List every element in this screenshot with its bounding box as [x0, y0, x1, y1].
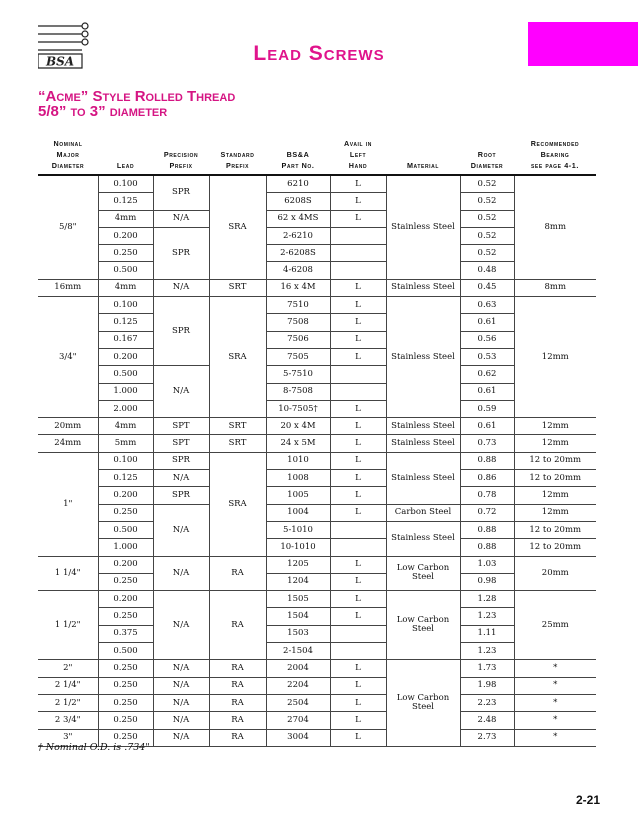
standard-cell: SRA [209, 452, 266, 556]
root-diameter-cell: 0.88 [460, 452, 514, 469]
part-number-cell: 2004 [266, 660, 330, 677]
table-row [38, 418, 596, 435]
nominal-cell: 2 3/4" [38, 712, 98, 729]
root-diameter-cell: 1.23 [460, 608, 514, 625]
table-row [38, 521, 596, 538]
precision-cell: N/A [153, 210, 209, 227]
standard-cell: SRT [209, 279, 266, 296]
left-hand-cell [330, 643, 386, 660]
lead-cell: 0.250 [98, 712, 153, 729]
section-subtitle [38, 89, 235, 119]
lead-cell: 1.000 [98, 539, 153, 556]
lead-cell: 0.250 [98, 694, 153, 711]
left-hand-cell: L [330, 694, 386, 711]
bearing-cell: 25mm [514, 591, 596, 660]
table-row [38, 677, 596, 694]
table-row [38, 487, 596, 504]
precision-cell: SPR [153, 452, 209, 469]
part-number-cell: 7508 [266, 314, 330, 331]
part-number-cell: 2-6210 [266, 227, 330, 244]
table-row [38, 262, 596, 279]
root-diameter-cell: 0.48 [460, 262, 514, 279]
root-diameter-cell: 0.45 [460, 279, 514, 296]
lead-cell: 0.250 [98, 573, 153, 590]
left-hand-cell [330, 245, 386, 262]
col-recommended-bearing: Recommended Bearing see page 4-1. [514, 138, 596, 175]
material-cell: Low Carbon Steel [386, 660, 460, 746]
left-hand-cell: L [330, 729, 386, 746]
material-cell: Stainless Steel [386, 521, 460, 556]
precision-cell: SPR [153, 297, 209, 366]
lead-cell: 0.250 [98, 608, 153, 625]
table-row [38, 556, 596, 573]
table-row [38, 331, 596, 348]
left-hand-cell: L [330, 487, 386, 504]
table-row [38, 694, 596, 711]
precision-cell: SPT [153, 418, 209, 435]
part-number-cell: 1010 [266, 452, 330, 469]
material-cell: Low Carbon Steel [386, 591, 460, 660]
precision-cell: SPR [153, 175, 209, 210]
lead-cell: 0.250 [98, 677, 153, 694]
bearing-cell: 12 to 20mm [514, 539, 596, 556]
lead-cell: 5mm [98, 435, 153, 452]
standard-cell: RA [209, 556, 266, 591]
part-number-cell: 7510 [266, 297, 330, 314]
root-diameter-cell: 1.23 [460, 643, 514, 660]
left-hand-cell: L [330, 331, 386, 348]
lead-cell: 2.000 [98, 400, 153, 417]
section-tab [528, 22, 638, 66]
part-number-cell: 6208S [266, 193, 330, 210]
part-number-cell: 1503 [266, 625, 330, 642]
part-number-cell: 8-7508 [266, 383, 330, 400]
material-cell: Stainless Steel [386, 418, 460, 435]
table-row [38, 470, 596, 487]
precision-cell: N/A [153, 366, 209, 418]
bearing-cell: 12 to 20mm [514, 521, 596, 538]
table-row [38, 227, 596, 244]
nominal-cell: 1 1/2" [38, 591, 98, 660]
root-diameter-cell: 0.86 [460, 470, 514, 487]
table-body [38, 175, 596, 746]
material-cell: Carbon Steel [386, 504, 460, 521]
table-row [38, 314, 596, 331]
col-left-hand: Avail in Left Hand [330, 138, 386, 175]
part-number-cell: 10-1010 [266, 539, 330, 556]
standard-cell: RA [209, 591, 266, 660]
lead-cell: 4mm [98, 418, 153, 435]
nominal-cell: 1" [38, 452, 98, 556]
part-number-cell: 1505 [266, 591, 330, 608]
table-row [38, 660, 596, 677]
part-number-cell: 7505 [266, 348, 330, 365]
lead-cell: 4mm [98, 210, 153, 227]
table-row [38, 297, 596, 314]
lead-cell: 0.500 [98, 521, 153, 538]
standard-cell: RA [209, 712, 266, 729]
precision-cell: N/A [153, 504, 209, 556]
part-number-cell: 62 x 4MS [266, 210, 330, 227]
left-hand-cell [330, 539, 386, 556]
lead-cell: 0.375 [98, 625, 153, 642]
root-diameter-cell: 0.61 [460, 314, 514, 331]
root-diameter-cell: 0.62 [460, 366, 514, 383]
left-hand-cell: L [330, 175, 386, 193]
bearing-cell: 8mm [514, 279, 596, 296]
table-row [38, 435, 596, 452]
lead-cell: 1.000 [98, 383, 153, 400]
table-row [38, 210, 596, 227]
table-row [38, 591, 596, 608]
root-diameter-cell: 0.52 [460, 245, 514, 262]
left-hand-cell: L [330, 314, 386, 331]
standard-cell: SRT [209, 435, 266, 452]
standard-cell: SRA [209, 297, 266, 418]
precision-cell: N/A [153, 729, 209, 746]
root-diameter-cell: 0.63 [460, 297, 514, 314]
left-hand-cell: L [330, 573, 386, 590]
bearing-cell: 12mm [514, 487, 596, 504]
lead-cell: 0.100 [98, 175, 153, 193]
lead-cell: 0.200 [98, 227, 153, 244]
left-hand-cell: L [330, 556, 386, 573]
part-number-cell: 2704 [266, 712, 330, 729]
part-number-cell: 2-6208S [266, 245, 330, 262]
lead-cell: 0.250 [98, 729, 153, 746]
bearing-cell: * [514, 694, 596, 711]
bearing-cell: 12mm [514, 297, 596, 418]
left-hand-cell: L [330, 591, 386, 608]
col-precision-prefix: Precision Prefix [153, 138, 209, 175]
lead-cell: 0.200 [98, 591, 153, 608]
left-hand-cell: L [330, 712, 386, 729]
bearing-cell: 12mm [514, 504, 596, 521]
left-hand-cell: L [330, 297, 386, 314]
nominal-cell: 2 1/4" [38, 677, 98, 694]
left-hand-cell: L [330, 504, 386, 521]
lead-cell: 0.500 [98, 262, 153, 279]
lead-cell: 0.167 [98, 331, 153, 348]
material-cell: Stainless Steel [386, 452, 460, 504]
part-number-cell: 5-7510 [266, 366, 330, 383]
root-diameter-cell: 0.52 [460, 175, 514, 193]
part-number-cell: 5-1010 [266, 521, 330, 538]
col-root-diameter: Root Diameter [460, 138, 514, 175]
precision-cell: N/A [153, 470, 209, 487]
left-hand-cell [330, 262, 386, 279]
lead-cell: 4mm [98, 279, 153, 296]
nominal-cell: 2" [38, 660, 98, 677]
precision-cell: N/A [153, 694, 209, 711]
page-title: Lead Screws [253, 42, 385, 65]
lead-cell: 0.125 [98, 314, 153, 331]
nominal-cell: 5/8" [38, 175, 98, 279]
root-diameter-cell: 0.56 [460, 331, 514, 348]
left-hand-cell [330, 227, 386, 244]
lead-screws-table [38, 138, 596, 747]
left-hand-cell: L [330, 452, 386, 469]
root-diameter-cell: 1.11 [460, 625, 514, 642]
precision-cell: N/A [153, 712, 209, 729]
col-nominal-diameter: Nominal Major Diameter [38, 138, 98, 175]
root-diameter-cell: 2.48 [460, 712, 514, 729]
bearing-cell: * [514, 729, 596, 746]
part-number-cell: 20 x 4M [266, 418, 330, 435]
left-hand-cell: L [330, 193, 386, 210]
page-number: 2-21 [575, 793, 600, 807]
subtitle-line-2: 5/8” to 3” diameter [38, 103, 168, 120]
nominal-cell: 20mm [38, 418, 98, 435]
part-number-cell: 6210 [266, 175, 330, 193]
footnote: † Nominal O.D. is .734" [38, 742, 150, 753]
part-number-cell: 2204 [266, 677, 330, 694]
col-standard-prefix: Standard Prefix [209, 138, 266, 175]
part-number-cell: 1004 [266, 504, 330, 521]
nominal-cell: 3/4" [38, 297, 98, 418]
root-diameter-cell: 0.61 [460, 383, 514, 400]
material-cell: Stainless Steel [386, 297, 460, 418]
lead-cell: 0.200 [98, 556, 153, 573]
table-row [38, 245, 596, 262]
table-row [38, 643, 596, 660]
bearing-cell: 12 to 20mm [514, 452, 596, 469]
precision-cell: SPR [153, 227, 209, 279]
lead-cell: 0.200 [98, 348, 153, 365]
lead-cell: 0.250 [98, 245, 153, 262]
root-diameter-cell: 2.73 [460, 729, 514, 746]
left-hand-cell: L [330, 660, 386, 677]
material-cell: Stainless Steel [386, 435, 460, 452]
subtitle-line-1: “Acme” Style Rolled Thread [38, 88, 236, 105]
bearing-cell: * [514, 712, 596, 729]
left-hand-cell: L [330, 435, 386, 452]
part-number-cell: 10-7505† [266, 400, 330, 417]
left-hand-cell [330, 383, 386, 400]
part-number-cell: 1008 [266, 470, 330, 487]
lead-cell: 0.500 [98, 366, 153, 383]
lead-cell: 0.500 [98, 643, 153, 660]
root-diameter-cell: 1.98 [460, 677, 514, 694]
left-hand-cell: L [330, 279, 386, 296]
root-diameter-cell: 0.52 [460, 210, 514, 227]
bearing-cell: * [514, 677, 596, 694]
root-diameter-cell: 0.88 [460, 539, 514, 556]
header-row [38, 138, 596, 175]
nominal-cell: 1 1/4" [38, 556, 98, 591]
table-row [38, 504, 596, 521]
part-number-cell: 2504 [266, 694, 330, 711]
left-hand-cell [330, 521, 386, 538]
nominal-cell: 3" [38, 729, 98, 746]
left-hand-cell: L [330, 418, 386, 435]
lead-cell: 0.100 [98, 452, 153, 469]
left-hand-cell [330, 625, 386, 642]
part-number-cell: 16 x 4M [266, 279, 330, 296]
col-part-number: BS&A Part No. [266, 138, 330, 175]
part-number-cell: 1005 [266, 487, 330, 504]
standard-cell: SRA [209, 175, 266, 279]
part-number-cell: 2-1504 [266, 643, 330, 660]
col-material: Material [386, 138, 460, 175]
precision-cell: N/A [153, 677, 209, 694]
root-diameter-cell: 0.61 [460, 418, 514, 435]
table-row [38, 712, 596, 729]
root-diameter-cell: 0.53 [460, 348, 514, 365]
part-number-cell: 24 x 5M [266, 435, 330, 452]
root-diameter-cell: 0.52 [460, 227, 514, 244]
table-row [38, 452, 596, 469]
lead-cell: 0.200 [98, 487, 153, 504]
bearing-cell: 8mm [514, 175, 596, 279]
table-row [38, 383, 596, 400]
lead-cell: 0.250 [98, 504, 153, 521]
part-number-cell: 7506 [266, 331, 330, 348]
left-hand-cell: L [330, 348, 386, 365]
left-hand-cell: L [330, 677, 386, 694]
nominal-cell: 2 1/2" [38, 694, 98, 711]
root-diameter-cell: 0.78 [460, 487, 514, 504]
lead-cell: 0.250 [98, 660, 153, 677]
root-diameter-cell: 0.73 [460, 435, 514, 452]
root-diameter-cell: 0.72 [460, 504, 514, 521]
table-row [38, 400, 596, 417]
bearing-cell: * [514, 660, 596, 677]
left-hand-cell [330, 366, 386, 383]
left-hand-cell: L [330, 470, 386, 487]
table-row [38, 573, 596, 590]
root-diameter-cell: 0.98 [460, 573, 514, 590]
root-diameter-cell: 1.28 [460, 591, 514, 608]
table-row [38, 539, 596, 556]
standard-cell: RA [209, 660, 266, 677]
root-diameter-cell: 1.03 [460, 556, 514, 573]
root-diameter-cell: 0.52 [460, 193, 514, 210]
col-lead: Lead [98, 138, 153, 175]
root-diameter-cell: 1.73 [460, 660, 514, 677]
standard-cell: RA [209, 677, 266, 694]
lead-cell: 0.125 [98, 470, 153, 487]
table-row [38, 193, 596, 210]
standard-cell: RA [209, 694, 266, 711]
root-diameter-cell: 2.23 [460, 694, 514, 711]
left-hand-cell: L [330, 608, 386, 625]
table-row [38, 279, 596, 296]
bearing-cell: 12 to 20mm [514, 470, 596, 487]
nominal-cell: 24mm [38, 435, 98, 452]
standard-cell: RA [209, 729, 266, 746]
table-row [38, 608, 596, 625]
table-row [38, 348, 596, 365]
part-number-cell: 1204 [266, 573, 330, 590]
lead-cell: 0.125 [98, 193, 153, 210]
material-cell: Stainless Steel [386, 279, 460, 296]
part-number-cell: 1504 [266, 608, 330, 625]
bearing-cell: 12mm [514, 435, 596, 452]
root-diameter-cell: 0.59 [460, 400, 514, 417]
root-diameter-cell: 0.88 [460, 521, 514, 538]
precision-cell: SPT [153, 435, 209, 452]
lead-cell: 0.100 [98, 297, 153, 314]
table-row [38, 366, 596, 383]
precision-cell: SPR [153, 487, 209, 504]
part-number-cell: 3004 [266, 729, 330, 746]
nominal-cell: 16mm [38, 279, 98, 296]
left-hand-cell: L [330, 400, 386, 417]
bearing-cell: 20mm [514, 556, 596, 591]
part-number-cell: 4-6208 [266, 262, 330, 279]
precision-cell: N/A [153, 556, 209, 591]
table-row [38, 175, 596, 193]
precision-cell: N/A [153, 279, 209, 296]
material-cell: Stainless Steel [386, 175, 460, 279]
bearing-cell: 12mm [514, 418, 596, 435]
material-cell: Low Carbon Steel [386, 556, 460, 591]
precision-cell: N/A [153, 591, 209, 660]
part-number-cell: 1205 [266, 556, 330, 573]
standard-cell: SRT [209, 418, 266, 435]
precision-cell: N/A [153, 660, 209, 677]
left-hand-cell: L [330, 210, 386, 227]
table-row [38, 625, 596, 642]
logo-text: BSA [45, 54, 75, 69]
